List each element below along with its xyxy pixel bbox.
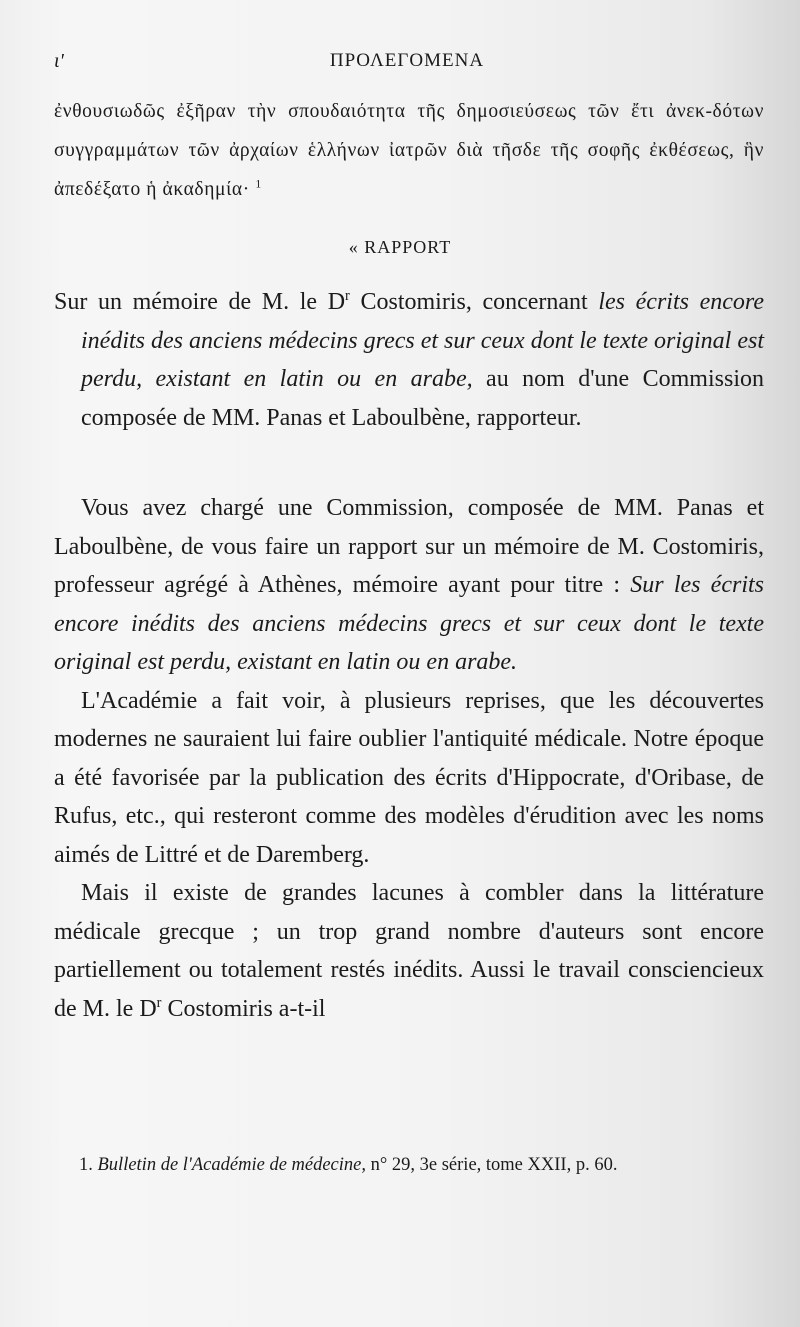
rapport-heading: « RAPPORT (348, 237, 452, 257)
footnote-reference: 1 (255, 177, 262, 191)
report-body (54, 489, 764, 1028)
footnote-number: 1. (79, 1155, 93, 1175)
summary-title-italic: les écrits encore inédits des anciens médecins grecs et sur ceux dont le texte original est perdu, existant en latin ou en arabe, (81, 289, 764, 392)
body-paragraph-1 (54, 489, 764, 682)
footnote (54, 1153, 764, 1177)
paragraph-3-dr-superscript: r (156, 994, 162, 1011)
greek-text: ἐνθουσιωδῶς ἐξῆραν τὴν σπουδαιότητα τῆς δημοσιεύσεως τῶν ἔτι ἀνεκ-δότων συγγραμμάτων τῶν ἀρχαίων ἑλλήνων ἰατρῶν διὰ τῆσδε τῆς σοφῆς ἐκθέσεως, ἣν ἀπεδέξατο ἡ ἀκαδημία· (54, 101, 764, 200)
body-paragraph-3 (54, 874, 764, 1028)
paragraph-3-tail: Costomiris a-t-il (161, 995, 326, 1022)
report-summary (54, 283, 764, 437)
summary-lead: Sur un mémoire de M. le D (54, 289, 346, 315)
body-paragraph-2: L'Académie a fait voir, à plusieurs reprises, que les découvertes modernes ne sauraient lui faire oublier l'antiquité médicale. Notre époque a été favorisée par la publication des écrits d'Hippocrate, d'Oribase, de Rufus, etc., qui resteront comme des modèles d'érudition avec les noms aimés de Littré et de Daremberg. (54, 687, 764, 868)
paragraph-1-title-italic: Sur les écrits encore inédits des anciens médecins grecs et sur ceux dont le texte original est perdu, existant en latin ou en arabe. (54, 572, 765, 675)
greek-paragraph (54, 92, 764, 209)
page-header (54, 50, 760, 74)
summary-tail: au nom d'une Commission composée de MM. Panas et Laboulbène, rapporteur. (81, 366, 764, 431)
summary-name: Costomiris, concernant (349, 289, 599, 315)
footnote-source-italic: Bulletin de l'Académie de médecine, (97, 1155, 366, 1175)
running-title: ΠΡΟΛΕΓΟΜΕΝΑ (329, 50, 485, 71)
summary-dr-superscript: r (345, 288, 350, 304)
page-folio: ι' (54, 50, 64, 72)
footnote-details: n° 29, 3e série, tome XXII, p. 60. (366, 1155, 618, 1175)
paragraph-3-lead: Mais il existe de grandes lacunes à combler dans la littérature médicale grecque ; un trop grand nombre d'auteurs sont encore partiellement ou totalement restés inédits. Aussi le travail consciencieux de M. le D (54, 880, 764, 1022)
paragraph-1-text: Vous avez chargé une Commission, composée de MM. Panas et Laboulbène, de vous faire un rapport sur un mémoire de M. Costomiris, professeur agrégé à Athènes, mémoire ayant pour titre : (54, 495, 764, 598)
